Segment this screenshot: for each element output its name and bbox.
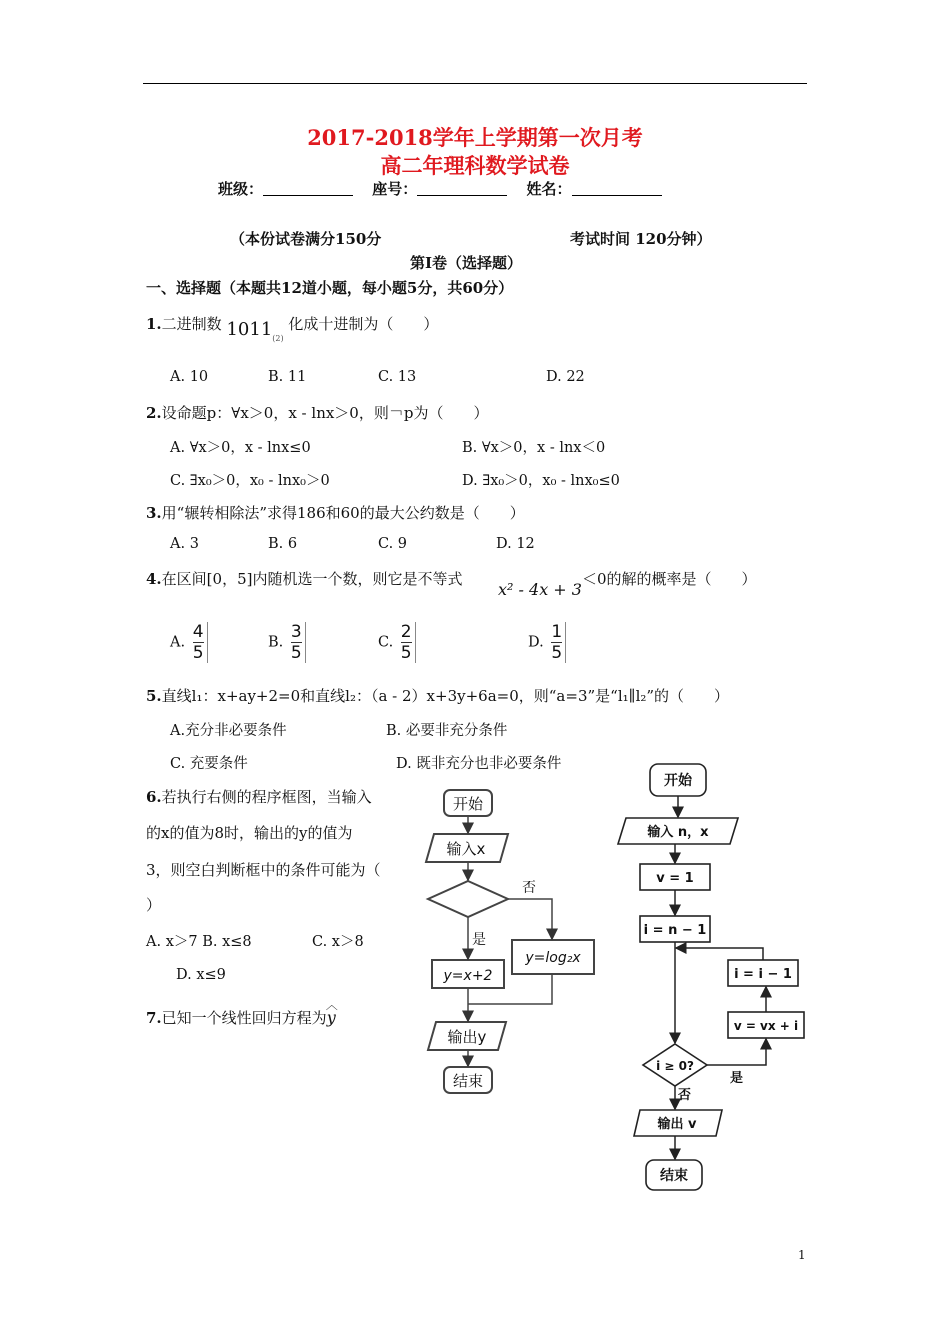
q5-option-a[interactable]: A.充分非必要条件 [170, 723, 287, 739]
fc1-right-box-label: y=log₂x [525, 950, 581, 966]
q4-option-d[interactable] [528, 622, 566, 663]
q5-option-d[interactable]: D. 既非充分也非必要条件 [396, 756, 562, 772]
q1-post: 化成十进制为（ ） [288, 315, 439, 333]
fc2-no-label: 否 [678, 1088, 692, 1103]
exam-title-line2: 高二年理科数学试卷 [380, 153, 570, 178]
q4-c-fraction [398, 622, 416, 663]
q4-a-den: 5 [192, 643, 204, 663]
part1-heading: 一、选择题（本题共12道小题，每小题5分，共60分） [146, 279, 514, 297]
fc1-end-label: 结束 [452, 1072, 484, 1090]
q6-number: 6. [146, 788, 162, 806]
q4-number: 4. [146, 570, 162, 588]
q3-option-d[interactable]: D. 12 [496, 536, 535, 552]
q2-option-d[interactable]: D. ∃x₀＞0，x₀ - lnx₀≤0 [462, 473, 620, 489]
seat-blank[interactable] [417, 179, 507, 196]
fc2-decision-label: i ≥ 0? [656, 1059, 694, 1073]
q6-option-ab[interactable]: A. x＞7 B. x≤8 [146, 934, 252, 950]
q3-number: 3. [146, 504, 162, 522]
fc2-v-init-label: v = 1 [656, 871, 694, 886]
q4-d-den: 5 [551, 643, 563, 663]
question-5 [146, 685, 729, 706]
q1-value: 1011 [226, 319, 273, 340]
fc1-output-label: 输出y [447, 1028, 487, 1046]
q4-pre: 在区间[0，5]内随机选一个数，则它是不等式 [161, 570, 463, 588]
q1-base: (2) [272, 334, 284, 343]
class-label: 班级： [218, 180, 264, 198]
q2-text: 设命题p：∀x＞0，x - lnx＞0，则￢p为（ ） [161, 404, 489, 422]
question-2 [146, 402, 488, 423]
q7-yhat-letter: y [326, 1008, 336, 1027]
q4-c-den: 5 [400, 643, 412, 663]
q3-option-b[interactable]: B. 6 [268, 536, 298, 552]
q3-option-a[interactable]: A. 3 [170, 536, 199, 552]
q2-option-c[interactable]: C. ∃x₀＞0，x₀ - lnx₀＞0 [170, 473, 330, 489]
flowchart-2 [612, 756, 822, 1196]
q4-post: ＜0的解的概率是（ ） [582, 570, 757, 588]
question-1 [146, 313, 439, 343]
q1-option-a[interactable]: A. 10 [170, 369, 209, 385]
flowchart-1 [420, 778, 610, 1098]
q4-d-label: D. [528, 634, 544, 651]
fc2-start-label: 开始 [664, 773, 692, 789]
section-title: 第Ⅰ卷（选择题） [410, 254, 523, 272]
time-info: 考试时间 120分钟） [570, 230, 712, 248]
q4-a-num: 4 [192, 622, 204, 642]
name-blank[interactable] [572, 179, 662, 196]
name-label: 姓名： [526, 180, 572, 198]
fc2-update-v-label: v = vx + i [733, 1019, 799, 1033]
exam-title-line1: 2017-2018学年上学期第一次月考 [307, 125, 643, 150]
q6-line3: 3，则空白判断框中的条件可能为（ [146, 861, 381, 879]
q5-option-b[interactable]: B. 必要非充分条件 [386, 723, 508, 739]
q4-option-a[interactable] [170, 622, 208, 663]
question-7 [146, 998, 338, 1028]
q4-d-num: 1 [551, 622, 563, 642]
q4-b-num: 3 [290, 622, 302, 642]
fc2-input-label: 输入 n，x [647, 825, 709, 840]
q4-option-b[interactable] [268, 622, 306, 663]
q4-a-fraction [190, 622, 208, 663]
q1-pre: 二进制数 [161, 315, 222, 333]
q3-text: 用“辗转相除法”求得186和60的最大公约数是（ ） [161, 504, 525, 522]
question-4 [146, 568, 462, 589]
fc2-update-i-label: i = i − 1 [734, 967, 792, 982]
score-info: （本份试卷满分150分 [230, 230, 382, 248]
q4-a-label: A. [170, 634, 186, 651]
q6-option-c[interactable]: C. x＞8 [312, 934, 364, 950]
q4-c-num: 2 [400, 622, 412, 642]
q2-number: 2. [146, 404, 162, 422]
q5-option-c[interactable]: C. 充要条件 [170, 756, 248, 772]
q5-text: 直线l₁：x+ay+2=0和直线l₂：（a - 2）x+3y+6a=0，则“a=3”是“l₁∥l₂”的（ ） [161, 687, 730, 705]
q1-number: 1. [146, 315, 162, 333]
fc1-decision-box [428, 881, 508, 917]
q3-option-c[interactable]: C. 9 [378, 536, 408, 552]
q1-option-c[interactable]: C. 13 [378, 369, 417, 385]
q4-d-fraction [548, 622, 566, 663]
fc1-yes-label: 是 [472, 932, 486, 948]
fc2-i-init-label: i = n − 1 [643, 923, 707, 938]
q1-option-b[interactable]: B. 11 [268, 369, 307, 385]
class-blank[interactable] [263, 179, 353, 196]
q4-b-fraction [288, 622, 306, 663]
q2-option-b[interactable]: B. ∀x＞0，x - lnx＜0 [462, 440, 606, 456]
q4-c-label: C. [378, 634, 394, 651]
seat-label: 座号： [372, 180, 418, 198]
student-info-row [218, 178, 676, 199]
q7-text: 已知一个线性回归方程为 [161, 1009, 327, 1027]
fc1-input-label: 输入x [446, 840, 486, 858]
fc1-start-label: 开始 [452, 795, 484, 813]
fc2-end-label: 结束 [660, 1168, 688, 1184]
q7-number: 7. [146, 1009, 162, 1027]
q7-yhat: ︿ y [325, 998, 338, 1027]
q6-line4: ） [146, 896, 162, 914]
q1-option-d[interactable]: D. 22 [546, 369, 585, 385]
fc2-yes-label: 是 [730, 1071, 744, 1086]
q4-b-label: B. [268, 634, 284, 651]
fc1-no-label: 否 [522, 880, 536, 896]
q6-option-d[interactable]: D. x≤9 [176, 967, 226, 983]
q6-line2: 的x的值为8时，输出的y的值为 [146, 824, 353, 842]
q5-number: 5. [146, 687, 162, 705]
question-6-line1 [146, 786, 372, 807]
fc2-output-label: 输出 v [657, 1117, 697, 1132]
q6-line1: 若执行右侧的程序框图，当输入 [161, 788, 372, 806]
header-rule [143, 83, 807, 84]
fc1-left-box-label: y=x+2 [443, 968, 493, 984]
q4-expression: x² - 4x + 3 [498, 580, 582, 599]
question-3 [146, 502, 525, 523]
page-number: 1 [798, 1248, 806, 1262]
q4-b-den: 5 [290, 643, 302, 663]
q2-option-a[interactable]: A. ∀x＞0，x - lnx≤0 [170, 440, 311, 456]
q4-option-c[interactable] [378, 622, 416, 663]
